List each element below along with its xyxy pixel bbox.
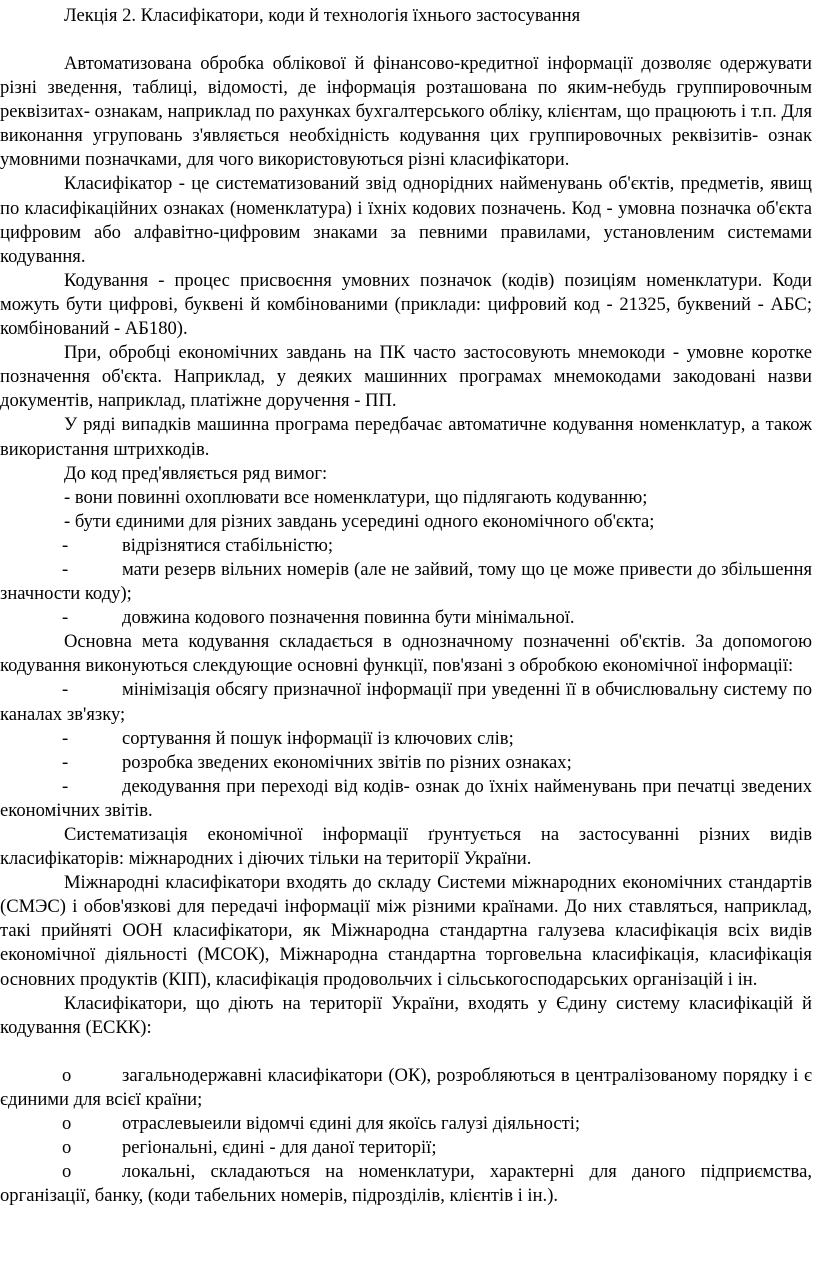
list-marker: - — [62, 679, 69, 701]
requirement-item — [0, 606, 812, 630]
list-item-text: локальні, складаються на номенклатури, характерні для даного підприємства, організації, банку, (коди табельних номерів, підрозділів, клієнтів і ін.). — [0, 1161, 812, 1207]
paragraph-classifier-definition: Класифікатор - це систематизований звід однорідних найменувань об'єктів, предметів, явищ по класифікаційних ознаках (номенклатура) і їхніх кодових позначень. Код - умовна позначка об'єкта цифровим або алфавітно-цифровим знаками за певними правилами, установленим системами кодування. — [0, 173, 812, 267]
paragraph-ukraine-classifiers: Класифікатори, що діють на території України, входять у Єдину систему класифікацій й кодування (ЕСКК): — [0, 992, 812, 1038]
paragraph-international-classifiers: Міжнародні класифікатори входять до складу Системи міжнародних економічних стандартів (СМЭС) і обов'язкові для передачі інформації між різними країнами. До них ставляться, наприклад, такі прийняті ООН класифікатори, як Міжнародна стандартна галузева класифікація всіх видів економічної діяльності (МСОК), Міжнародна стандартна торговельна класифікація, класифікація основних продуктів (КІП), класифікація продовольчих і сільськогосподарських організацій і ін. — [0, 872, 812, 990]
classifier-type-item — [0, 1064, 812, 1112]
list-item-text: отраслевыеили відомчі єдині для якоїсь галузі діяльності; — [122, 1113, 581, 1135]
blank-line — [0, 1040, 812, 1064]
function-item — [0, 678, 812, 726]
list-item-text: відрізнятися стабільністю; — [122, 534, 334, 556]
list-marker: - — [62, 607, 69, 629]
list-marker: - — [62, 751, 69, 773]
paragraph-intro: Автоматизована обробка облікової й фінансово-кредитної інформації дозволяє одержувати різні зведення, таблиці, відомості, де інформація розташована по яким-небудь группировочным реквізитах- ознакам, наприклад по рахунках бухгалтерського обліку, клієнтам, що працюють і т.п. Для виконання угруповань з'являється необхідність кодування цих группировочных реквізитів- ознак умовними позначками, для чого використовуються різні класифікатори. — [0, 53, 812, 171]
list-item-text: довжина кодового позначення повинна бути мінімальної. — [122, 607, 575, 629]
requirement-item: - бути єдиними для різних завдань усередині одного економічного об'єкта; — [64, 510, 655, 532]
paragraph-barcodes: У ряді випадків машинна програма передбачає автоматичне кодування номенклатур, а також використання штрихкодів. — [0, 414, 812, 460]
list-item-text: сортування й пошук інформації із ключових слів; — [122, 727, 514, 749]
list-marker: o — [62, 1137, 72, 1159]
function-item — [0, 751, 812, 775]
paragraph-coding-purpose: Основна мета кодування складається в однозначному позначенні об'єктів. За допомогою кодування виконуються слекдующие основні функції, пов'язані з обробкою економічної інформації: — [0, 631, 812, 677]
list-item-text: мати резерв вільних номерів (але не зайвий, тому що це може привести до збільшення значности коду); — [0, 558, 812, 605]
function-item — [0, 727, 812, 751]
list-marker: - — [62, 534, 69, 556]
list-marker: - — [62, 727, 69, 749]
list-item-text: загальнодержавні класифікатори (ОК), розробляються в централізованому порядку і є єдиними для всієї країни; — [0, 1064, 812, 1110]
list-marker: - — [62, 558, 69, 580]
paragraph-requirements-intro: До код пред'являється ряд вимог: — [64, 462, 328, 484]
lecture-title: Лекція 2. Класифікатори, коди й технологія їхнього застосування — [64, 5, 581, 26]
document-body — [0, 52, 812, 1208]
list-item-text: декодування при переході від кодів- ознак до їхніх найменувань при печатці зведених економічних звітів. — [0, 775, 812, 821]
list-marker: o — [62, 1161, 72, 1183]
function-item — [0, 775, 812, 823]
list-item-text: розробка зведених економічних звітів по різних ознаках; — [122, 751, 572, 773]
requirement-item: - вони повинні охоплювати все номенклатури, що підлягають кодуванню; — [64, 486, 648, 508]
requirement-item — [0, 534, 812, 558]
list-marker: o — [62, 1064, 72, 1086]
classifier-type-item — [0, 1160, 812, 1208]
paragraph-systematization: Систематизація економічної інформації ґрунтується на застосуванні різних видів класифікаторів: міжнародних і діючих тільки на території України. — [0, 824, 812, 870]
requirement-item — [0, 558, 812, 606]
paragraph-mnemocodes: При, обробці економічних завдань на ПК часто застосовують мнемокоди - умовне коротке позначення об'єкта. Наприклад, у деяких машинних програмах мнемокодами закодовані назви документів, наприклад, платіжне доручення - ПП. — [0, 342, 812, 412]
list-item-text: мінімізація обсягу призначної інформації при уведенні її в обчислювальну систему по каналах зв'язку; — [0, 679, 812, 725]
paragraph-coding-definition: Кодування - процес присвоєння умовних позначок (кодів) позиціям номенклатури. Коди можуть бути цифрові, буквені й комбінованими (приклади: цифровий код - 21325, буквений - АБС; комбінований - АБ180). — [0, 269, 812, 340]
classifier-type-item — [0, 1136, 812, 1160]
list-item-text: регіональні, єдині - для даної території; — [122, 1137, 437, 1159]
classifier-type-item — [0, 1112, 812, 1136]
list-marker: - — [62, 775, 69, 797]
list-marker: o — [62, 1113, 72, 1135]
